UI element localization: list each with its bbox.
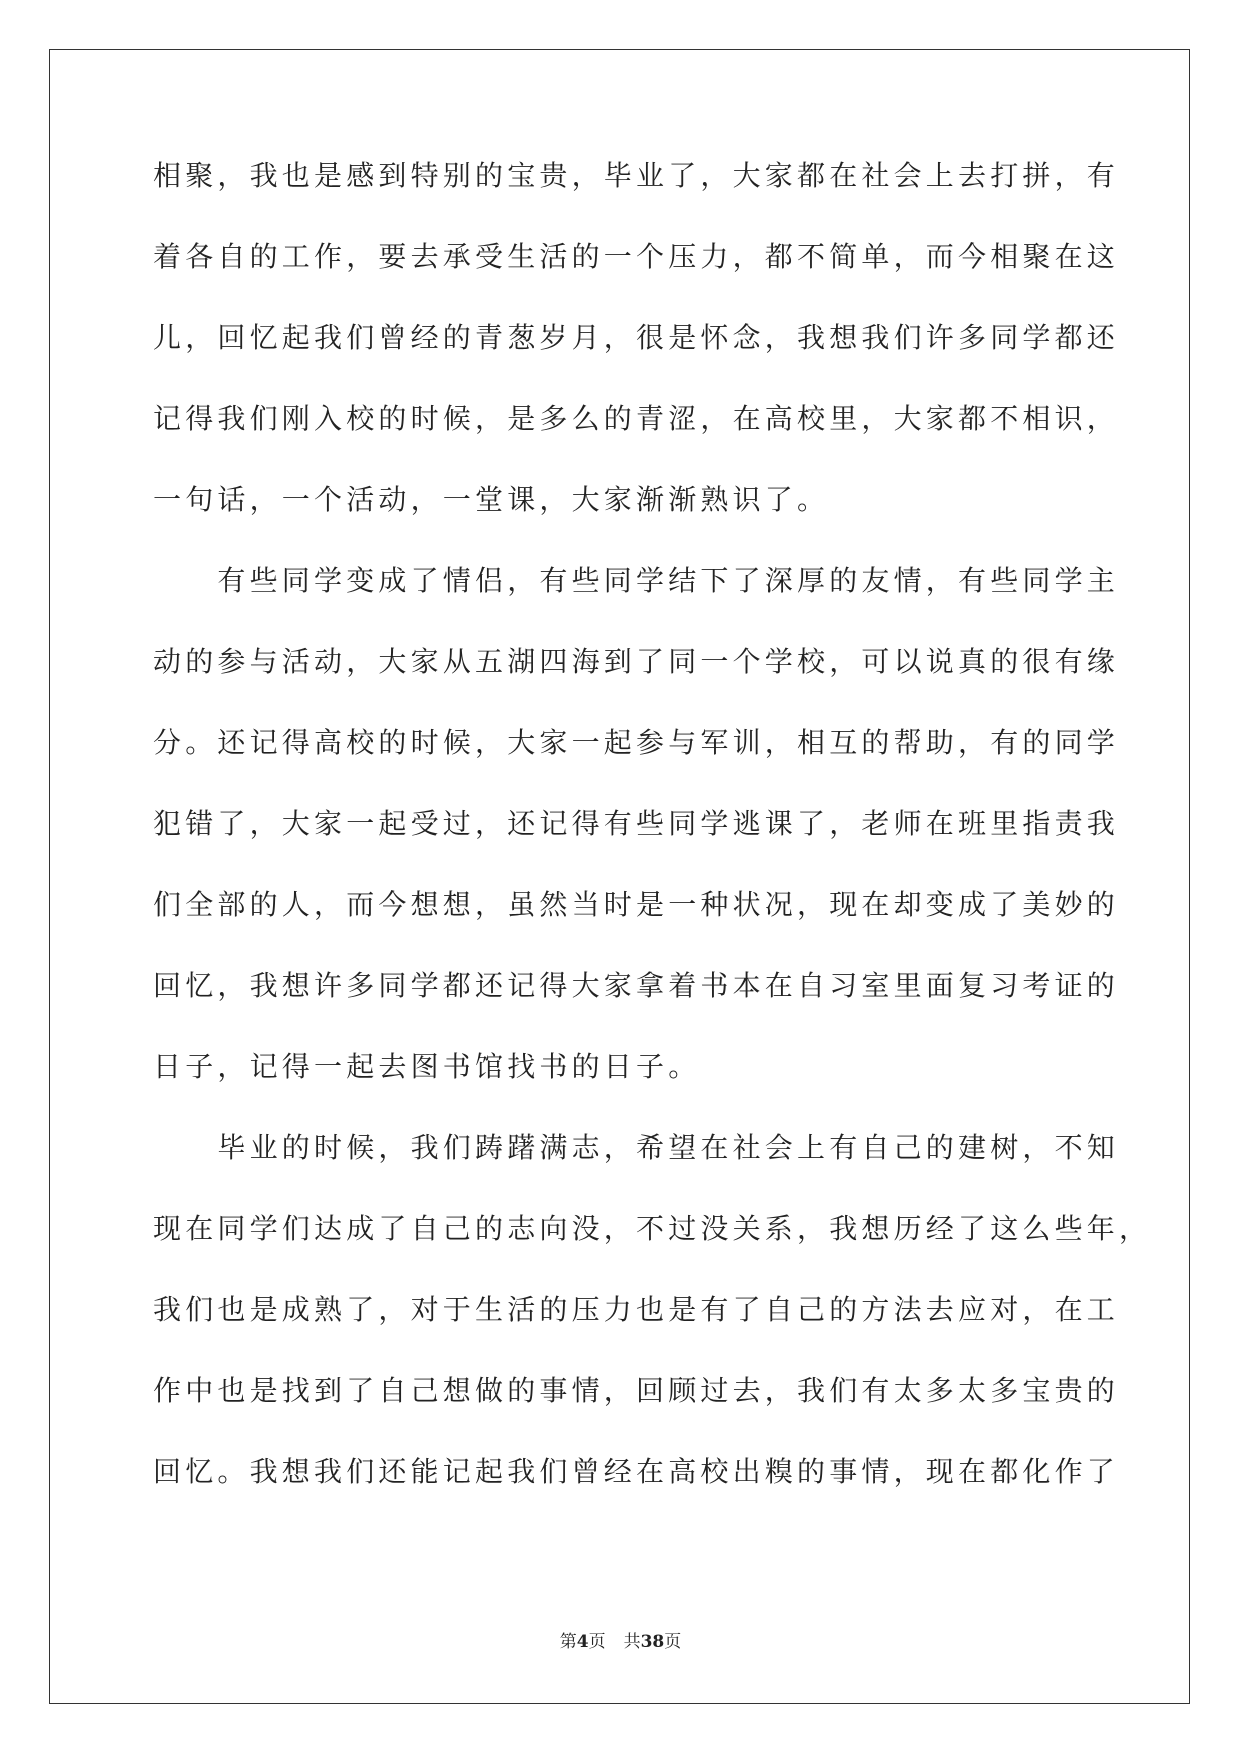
text-line: 回忆，我想许多同学都还记得大家拿着书本在自习室里面复习考证的: [153, 969, 1120, 1002]
text-line: 们全部的人，而今想想，虽然当时是一种状况，现在却变成了美妙的: [153, 888, 1120, 921]
text-line: 一句话，一个活动，一堂课，大家渐渐熟识了。: [153, 483, 830, 516]
text-line: 分。还记得高校的时候，大家一起参与军训，相互的帮助，有的同学: [153, 726, 1120, 759]
total-pages: 38: [640, 1632, 665, 1652]
total-prefix: 共: [623, 1632, 641, 1652]
text-line: 作中也是找到了自己想做的事情，回顾过去，我们有太多太多宝贵的: [153, 1374, 1120, 1407]
text-line: 记得我们刚入校的时候，是多么的青涩，在高校里，大家都不相识，: [153, 402, 1120, 435]
document-body: [153, 159, 1152, 1539]
page-prefix: 第: [559, 1632, 577, 1652]
text-line: 相聚，我也是感到特别的宝贵，毕业了，大家都在社会上去打拼，有: [153, 159, 1120, 192]
page-number: 4: [576, 1632, 589, 1652]
total-suffix: 页: [664, 1632, 682, 1652]
text-line: 回忆。我想我们还能记起我们曾经在高校出糗的事情，现在都化作了: [153, 1455, 1120, 1488]
text-line: 儿，回忆起我们曾经的青葱岁月，很是怀念，我想我们许多同学都还: [153, 321, 1120, 354]
text-line: 日子，记得一起去图书馆找书的日子。: [153, 1050, 701, 1083]
text-line: 我们也是成熟了，对于生活的压力也是有了自己的方法去应对，在工: [153, 1293, 1120, 1326]
text-line: 着各自的工作，要去承受生活的一个压力，都不简单，而今相聚在这: [153, 240, 1120, 273]
text-line: 犯错了，大家一起受过，还记得有些同学逃课了，老师在班里指责我: [153, 807, 1120, 840]
page-suffix: 页: [588, 1632, 606, 1652]
page-footer: [0, 1632, 1241, 1652]
text-line: 毕业的时候，我们踌躇满志，希望在社会上有自己的建树，不知: [153, 1131, 1120, 1164]
text-line: 有些同学变成了情侣，有些同学结下了深厚的友情，有些同学主: [153, 564, 1120, 597]
text-line: 动的参与活动，大家从五湖四海到了同一个学校，可以说真的很有缘: [153, 645, 1120, 678]
text-line: 现在同学们达成了自己的志向没，不过没关系，我想历经了这么些年，: [153, 1212, 1152, 1245]
